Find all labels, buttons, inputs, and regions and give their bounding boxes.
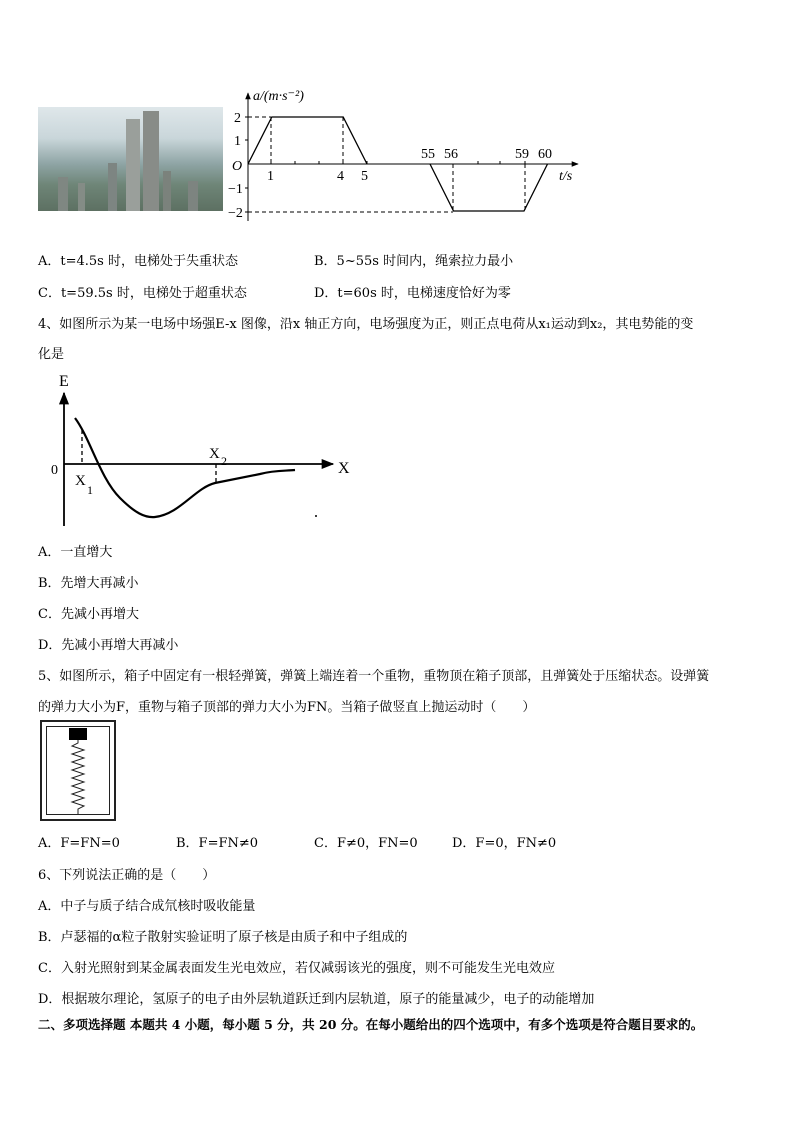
x1-label: X <box>75 473 86 489</box>
section-2-heading: 二、多项选择题 本题共 4 小题，每小题 5 分，共 20 分。在每小题给出的四个选项中，有多个选项是符合题目要求的。 <box>38 1017 704 1032</box>
t-axis-label: t/s <box>559 169 573 184</box>
elevator-building-photo <box>38 107 223 211</box>
q5-option-c: C．F≠0，FN=0 <box>314 836 418 851</box>
q4-option-b: B．先增大再减小 <box>38 576 139 591</box>
field-curve <box>75 418 295 517</box>
q4-stem-line2: 化是 <box>38 347 65 362</box>
q4-stem-line1: 4、如图所示为某一电场中场强E-x 图像，沿x 轴正方向，电场强度为正，则正点电荷从x₁运动到x₂，其电势能的变 <box>38 317 694 332</box>
stray-dot <box>315 515 317 517</box>
spring-icon <box>69 740 89 815</box>
e-axis-label: E <box>59 373 69 390</box>
q5-stem-line1: 5、如图所示，箱子中固定有一根轻弹簧，弹簧上端连着一个重物，重物顶在箱子顶部，且弹簧处于压缩状态。设弹簧 <box>38 669 710 684</box>
q3-option-d: D．t=60s 时，电梯速度恰好为零 <box>314 286 511 301</box>
q3-option-b: B．5~55s 时间内，绳索拉力最小 <box>314 254 514 269</box>
x-tick-4: 4 <box>337 169 344 184</box>
field-strength-graph <box>45 368 365 533</box>
q4-option-a: A．一直增大 <box>38 545 113 560</box>
origin-zero: 0 <box>51 463 58 478</box>
q5-option-d: D．F=0，FN≠0 <box>452 836 557 851</box>
spring-box-diagram <box>40 720 116 821</box>
x-tick-55: 55 <box>421 147 435 162</box>
x-tick-5: 5 <box>361 169 368 184</box>
q4-option-c: C．先减小再增大 <box>38 607 139 622</box>
x1-subscript: 1 <box>87 483 93 497</box>
q3-option-c: C．t=59.5s 时，电梯处于超重状态 <box>38 286 247 301</box>
q6-option-a: A．中子与质子结合成氘核时吸收能量 <box>38 899 256 914</box>
origin-label: O <box>232 159 243 174</box>
y-tick-1: 1 <box>234 134 241 149</box>
y-tick-2: 2 <box>234 111 241 126</box>
q5-stem-line2: 的弹力大小为F，重物与箱子顶部的弹力大小为FN。当箱子做竖直上抛运动时（ ） <box>38 700 536 715</box>
y-tick-neg2: −2 <box>228 206 243 221</box>
acceleration-time-graph <box>225 85 595 225</box>
x-axis-label: X <box>338 460 350 477</box>
q6-option-c: C．入射光照射到某金属表面发生光电效应，若仅减弱该光的强度，则不可能发生光电效应 <box>38 961 555 976</box>
x-tick-60: 60 <box>538 147 552 162</box>
a-axis-label: a/(m·s⁻²) <box>253 89 304 104</box>
q5-option-a: A．F=FN=0 <box>38 836 120 851</box>
x2-subscript: 2 <box>221 454 227 468</box>
x-tick-56: 56 <box>444 147 458 162</box>
q6-option-b: B．卢瑟福的α粒子散射实验证明了原子核是由质子和中子组成的 <box>38 930 408 945</box>
q6-stem: 6、下列说法正确的是（ ） <box>38 868 216 883</box>
q5-option-b: B．F=FN≠0 <box>176 836 259 851</box>
q3-option-a: A．t=4.5s 时，电梯处于失重状态 <box>38 254 238 269</box>
y-tick-neg1: −1 <box>228 182 243 197</box>
x-tick-59: 59 <box>515 147 529 162</box>
weight-block <box>69 728 87 740</box>
q4-option-d: D．先减小再增大再减小 <box>38 638 179 653</box>
x-tick-1: 1 <box>267 169 274 184</box>
q6-option-d: D．根据玻尔理论，氢原子的电子由外层轨道跃迁到内层轨道，原子的能量减少，电子的动能增加 <box>38 992 595 1007</box>
x2-label: X <box>209 446 220 462</box>
